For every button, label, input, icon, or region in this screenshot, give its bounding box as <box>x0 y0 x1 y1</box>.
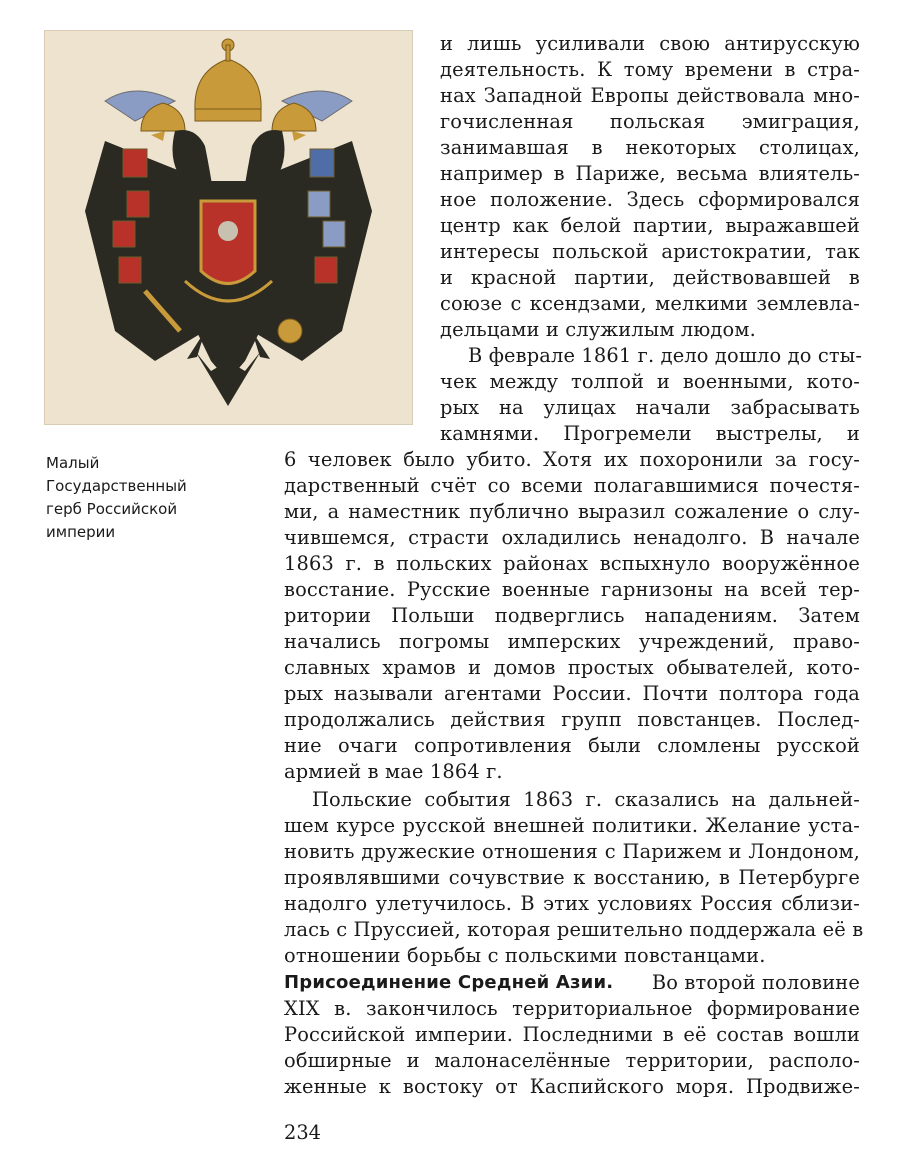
text-line: и лишь усиливали свою антирусскую <box>440 32 860 55</box>
text-line: дельцами и служилым людом. <box>440 318 756 341</box>
section-heading: Присоединение Средней Азии. <box>284 972 614 993</box>
text-line: Российской империи. Последними в её состав вошли <box>284 1023 860 1046</box>
text-line: продолжались действия групп повстанцев. Послед- <box>284 708 860 731</box>
text-line: женные к востоку от Каспийского моря. Продвиже- <box>284 1075 860 1098</box>
text-line: Польские события 1863 г. сказались на дальней- <box>312 788 860 811</box>
text-line: начались погромы имперских учреждений, право- <box>284 630 860 653</box>
text-line: чек между толпой и военными, кото- <box>440 370 860 393</box>
caption-line: империи <box>46 523 116 541</box>
text-line: 6 человек было убито. Хотя их похоронили за госу- <box>284 448 860 471</box>
text-line: гочисленная польская эмиграция, <box>440 110 860 133</box>
text-line: восстание. Русские военные гарнизоны на всей тер- <box>284 578 860 601</box>
text-line: интересы польской аристократии, так <box>440 240 860 263</box>
text-line: 1863 г. в польских районах вспыхнуло вооружённое <box>284 552 860 575</box>
page-number: 234 <box>284 1121 322 1144</box>
text-line: славных храмов и домов простых обывателей, кото- <box>284 656 860 679</box>
caption-line: Малый <box>46 454 100 472</box>
text-line: ритории Польши подверглись нападениям. Затем <box>284 604 860 627</box>
text-line: ное положение. Здесь сформировался <box>440 188 860 211</box>
text-line: камнями. Прогремели выстрелы, и <box>440 422 860 445</box>
text-line: новить дружеские отношения с Парижем и Лондоном, <box>284 840 860 863</box>
text-line: лась с Пруссией, которая решительно поддержала её в <box>284 918 864 941</box>
caption-line: герб Российской <box>46 500 178 518</box>
text-line: надолго улетучилось. В этих условиях Россия сблизи- <box>284 892 860 915</box>
text-line: В феврале 1861 г. дело дошло до сты- <box>468 344 863 367</box>
text-line: дарственный счёт со всеми полагавшимися почестя- <box>284 474 860 497</box>
text-line: обширные и малонаселённые территории, располо- <box>284 1049 860 1072</box>
caption-line: Государственный <box>46 477 187 495</box>
section-first-line-text: Во второй половине <box>651 971 860 994</box>
text-line: отношении борьбы с польскими повстанцами. <box>284 944 766 967</box>
double-headed-eagle-icon <box>45 31 412 424</box>
text-line: например в Париже, весьма влиятель- <box>440 162 860 185</box>
text-line: ние очаги сопротивления были сломлены русской <box>284 734 860 757</box>
text-line: ми, а наместник публично выразил сожаление о слу- <box>284 500 860 523</box>
coat-of-arms-image <box>44 30 413 425</box>
text-line: XIX в. закончилось территориальное формирование <box>284 997 860 1020</box>
text-line: рых на улицах начали забрасывать <box>440 396 860 419</box>
text-line: центр как белой партии, выражавшей <box>440 214 860 237</box>
section-first-line <box>284 970 860 996</box>
text-line: занимавшая в некоторых столицах, <box>440 136 860 159</box>
text-line: шем курсе русской внешней политики. Желание уста- <box>284 814 860 837</box>
text-line: и красной партии, действовавшей в <box>440 266 860 289</box>
text-line: проявлявшими сочувствие к восстанию, в Петербурге <box>284 866 860 889</box>
text-line: деятельность. К тому времени в стра- <box>440 58 860 81</box>
text-line: рых называли агентами России. Почти полтора года <box>284 682 860 705</box>
text-line: нах Западной Европы действовала мно- <box>440 84 860 107</box>
text-line: армией в мае 1864 г. <box>284 760 503 783</box>
text-line: чившемся, страсти охладились ненадолго. В начале <box>284 526 860 549</box>
figure-caption <box>46 452 246 544</box>
text-line: союзе с ксендзами, мелкими землевла- <box>440 292 860 315</box>
